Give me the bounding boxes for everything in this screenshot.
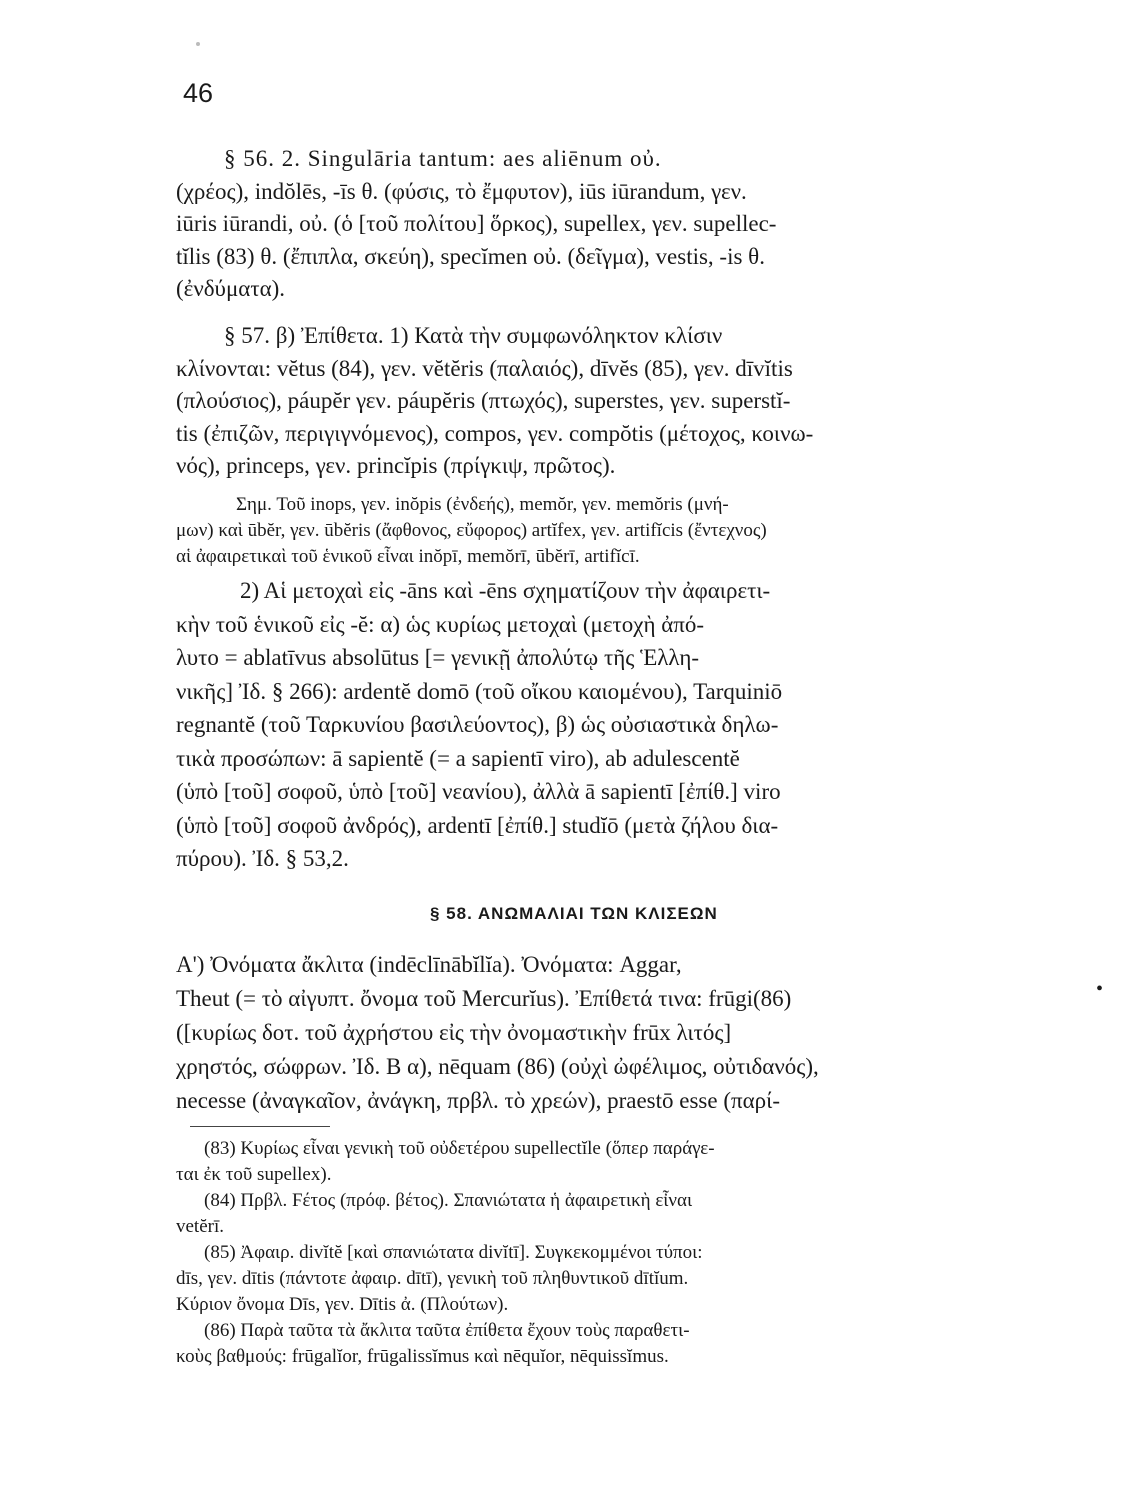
footnote-line: (86) Παρὰ ταῦτα τὰ ἄκλιτα ταῦτα ἐπίθετα ἔχουν τοὺς παραθετι- bbox=[204, 1320, 690, 1341]
part2-line: νικῆς] Ἰδ. § 266): ardentĕ domō (τοῦ οἴκου καιομένου), Tarquiniō bbox=[176, 678, 783, 704]
part2-line: 2) Αἱ μετοχαὶ εἰς -āns καὶ -ēns σχηματίζουν τὴν ἀφαιρετι- bbox=[240, 578, 771, 603]
part2-line: (ὑπὸ [τοῦ] σοφοῦ, ὑπὸ [τοῦ] νεανίου), ἀλλὰ ā sapientī [ἐπίθ.] viro bbox=[176, 779, 781, 804]
section-56-line: (ἐνδύματα). bbox=[176, 276, 286, 301]
page-number: 46 bbox=[183, 78, 214, 108]
footnote-85 bbox=[176, 1240, 1056, 1318]
part2-line: regnantĕ (τοῦ Ταρκυνίου βασιλεύοντος), β) ὡς οὐσιαστικὰ δηλω- bbox=[176, 712, 779, 737]
section-57-line: (πλούσιος), páupĕr γεν. páupĕris (πτωχός), superstes, γεν. superstĭ- bbox=[176, 388, 791, 413]
section-56-line: (χρέος), indŏlēs, -īs θ. (φύσις, τὸ ἔμφυτον), iūs iūrandum, γεν. bbox=[176, 178, 747, 204]
section-58-line: Α') Ὀνόματα ἄκλιτα (indēclīnābĭlĭa). Ὀνόματα: Aggar, bbox=[176, 952, 682, 977]
note-line: Σημ. Τοῦ inops, γεν. inŏpis (ἐνδεής), memŏr, γεν. memŏris (μνή- bbox=[236, 494, 729, 515]
section-58-line: ([κυρίως δοτ. τοῦ ἀχρήστου εἰς τὴν ὀνομαστικὴν frūx λιτός] bbox=[176, 1020, 732, 1045]
section-58-line: Theut (= τὸ αἰγυπτ. ὄνομα τοῦ Mercurĭus). Ἐπίθετά τινα: frūgi(86) bbox=[176, 986, 792, 1011]
paper-speck bbox=[196, 42, 200, 46]
section-56 bbox=[176, 143, 1068, 306]
footnotes bbox=[176, 1136, 1056, 1370]
footnote-84 bbox=[176, 1188, 1056, 1240]
section-56-line: iūris iūrandi, οὐ. (ὁ [τοῦ πολίτου] ὅρκος), supellex, γεν. supellec- bbox=[176, 211, 777, 236]
footnote-83 bbox=[176, 1136, 1056, 1188]
footnote-line: vetĕrī. bbox=[176, 1216, 225, 1237]
footnote-rule bbox=[190, 1126, 330, 1127]
footnote-line: (84) Πρβλ. Ϝέτος (πρόφ. βέτος). Σπανιώτατα ἡ ἀφαιρετικὴ εἶναι bbox=[204, 1190, 693, 1211]
section-58-line: χρηστός, σώφρων. Ἰδ. Β α), nēquam (86) (οὐχὶ ὠφέλιμος, οὐτιδανός), bbox=[176, 1054, 819, 1079]
section-57 bbox=[176, 320, 1068, 483]
section-58-heading: § 58. ΑΝΩΜΑΛΙΑΙ ΤΩΝ ΚΛΙΣΕΩΝ bbox=[430, 904, 718, 923]
footnote-line: ται ἐκ τοῦ supellex). bbox=[176, 1164, 332, 1185]
part2-line: τικὰ προσώπων: ā sapientĕ (= a sapientī viro), ab adulescentĕ bbox=[176, 745, 740, 771]
footnote-line: dīs, γεν. dītis (πάντοτε ἀφαιρ. dītī), γενικὴ τοῦ πληθυντικοῦ dītĭum. bbox=[176, 1268, 689, 1289]
footnote-line: (83) Κυρίως εἶναι γενικὴ τοῦ οὐδετέρου supellectĭle (ὅπερ παράγε- bbox=[204, 1138, 715, 1159]
part2-line: πύρου). Ἰδ. § 53,2. bbox=[176, 846, 349, 871]
section-57-part-2 bbox=[176, 574, 1068, 876]
footnote-line: κοὺς βαθμούς: frūgalĭor, frūgalissĭmus καὶ nēquĭor, nēquissĭmus. bbox=[176, 1346, 669, 1367]
section-57-line: § 57. β) Ἐπίθετα. 1) Κατὰ τὴν συμφωνόληκτον κλίσιν bbox=[224, 323, 723, 348]
margin-mark: • bbox=[1096, 978, 1104, 1000]
part2-line: λυτο = ablatīvus absolūtus [= γενικῇ ἀπολύτῳ τῆς Ἑλλη- bbox=[176, 645, 700, 670]
section-56-line: tĭlis (83) θ. (ἔπιπλα, σκεύη), specĭmen οὐ. (δεῖγμα), vestis, -is θ. bbox=[176, 243, 765, 269]
note-line: αἱ ἀφαιρετικαὶ τοῦ ἑνικοῦ εἶναι inŏpī, memŏrī, ūbĕrī, artifĭcī. bbox=[176, 546, 640, 567]
section-57-line: tis (ἐπιζῶν, περιγιγνόμενος), compos, γεν. compŏtis (μέτοχος, κοινω- bbox=[176, 420, 814, 446]
section-57-line: κλίνονται: vĕtus (84), γεν. vĕtĕris (παλαιός), dīvĕs (85), γεν. dīvĭtis bbox=[176, 355, 793, 381]
section-58 bbox=[176, 948, 1068, 1118]
part2-line: κὴν τοῦ ἑνικοῦ εἰς -ĕ: α) ὡς κυρίως μετοχαὶ (μετοχὴ ἀπό- bbox=[176, 611, 705, 637]
footnote-line: Κύριον ὄνομα Dīs, γεν. Dītis ἀ. (Πλούτων). bbox=[176, 1294, 509, 1315]
section-57-line: νός), princeps, γεν. princĭpis (πρίγκιψ, πρῶτος). bbox=[176, 453, 616, 478]
section-58-line: necesse (ἀναγκαῖον, ἀνάγκη, πρβλ. τὸ χρεών), praestō esse (παρί- bbox=[176, 1088, 780, 1113]
section-56-line: § 56. 2. Singulāria tantum: aes aliēnum οὐ. bbox=[224, 146, 662, 171]
footnote-86 bbox=[176, 1318, 1056, 1370]
section-57-note bbox=[176, 492, 1068, 570]
footnote-line: (85) Ἀφαιρ. divĭtĕ [καὶ σπανιώτατα divĭtī]. Συγκεκομμένοι τύποι: bbox=[204, 1242, 703, 1263]
note-line: μων) καὶ ūbĕr, γεν. ūbĕris (ἄφθονος, εὔφορος) artĭfex, γεν. artifĭcis (ἔντεχνος) bbox=[176, 520, 767, 541]
part2-line: (ὑπὸ [τοῦ] σοφοῦ ἀνδρός), ardentī [ἐπίθ.] studĭō (μετὰ ζήλου δια- bbox=[176, 812, 779, 838]
